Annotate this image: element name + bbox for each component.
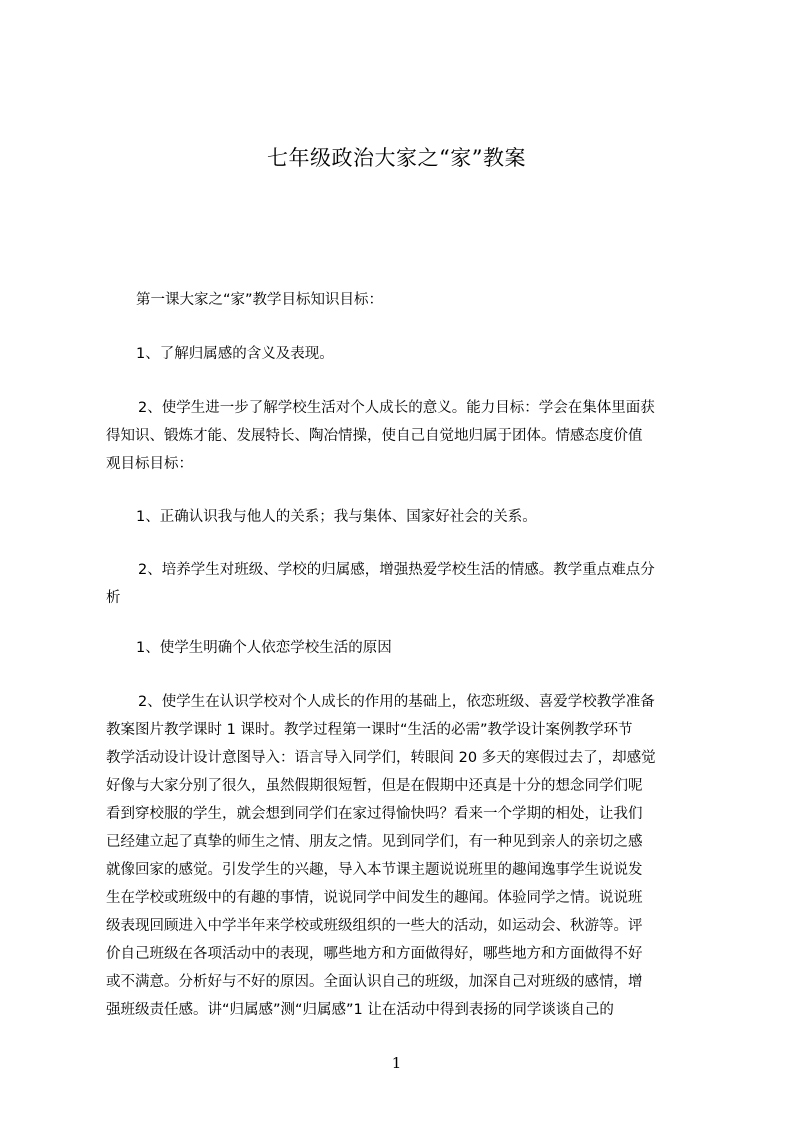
paragraph-line: 教学活动设计设计意图导入：语言导入同学们，转眼间 20 多天的寒假过去了，却感觉 [106, 750, 656, 766]
paragraph-line: 2、使学生进一步了解学校生活对个人成长的意义。能力目标：学会在集体里面获 [138, 400, 655, 416]
paragraph-line: 生在学校或班级中的有趣的事情，说说同学中间发生的趣闻。体验同学之情。说说班 [106, 890, 643, 906]
paragraph-3 [106, 394, 718, 478]
paragraph-line: 级表现回顾进入中学半年来学校或班级组织的一些大的活动，如运动会、秋游等。评 [106, 918, 643, 934]
paragraph-line: 教案图片教学课时 1 课时。教学过程第一课时“生活的必需”教学设计案例教学环节 [106, 722, 633, 738]
paragraph-line: 强班级责任感。讲“归属感”测“归属感”1 让在活动中得到表扬的同学谈谈自己的 [106, 1002, 614, 1018]
paragraph-line: 1、了解归属感的含义及表现。 [136, 346, 334, 362]
paragraph-line: 就像回家的感觉。引发学生的兴趣，导入本节课主题说说班里的趣闻逸事学生说说发 [106, 862, 643, 878]
paragraph-line: 1、使学生明确个人依恋学校生活的原因 [136, 640, 392, 656]
paragraph-line: 2、使学生在认识学校对个人成长的作用的基础上，依恋班级、喜爱学校教学准备 [138, 694, 655, 710]
paragraph-line: 价自己班级在各项活动中的表现，哪些地方和方面做得好，哪些地方和方面做得不好 [106, 946, 643, 962]
paragraph-6 [136, 634, 736, 662]
paragraph-7 [106, 688, 718, 1024]
paragraph-line: 或不满意。分析好与不好的原因。全面认识自己的班级，加深自己对班级的感情，增 [106, 974, 643, 990]
paragraph-line: 已经建立起了真挚的师生之情、朋友之情。见到同学们，有一种见到亲人的亲切之感 [106, 834, 643, 850]
paragraph-line: 1、正确认识我与他人的关系；我与集体、国家好社会的关系。 [136, 509, 537, 525]
paragraph-1 [136, 286, 736, 314]
paragraph-line: 好像与大家分别了很久，虽然假期很短暂，但是在假期中还真是十分的想念同学们呢 [106, 778, 643, 794]
page-number: 1 [391, 1054, 402, 1072]
paragraph-line: 得知识、锻炼才能、发展特长、陶冶情操，使自己自觉地归属于团体。情感态度价值 [106, 428, 643, 444]
paragraph-4 [136, 503, 736, 531]
paragraph-line: 2、培养学生对班级、学校的归属感，增强热爱学校生活的情感。教学重点难点分 [138, 562, 655, 578]
paragraph-5 [106, 556, 718, 612]
paragraph-line: 观目标目标： [106, 456, 193, 472]
document-title: 七年级政治大家之“家”教案 [267, 146, 526, 170]
paragraph-line: 析 [106, 590, 121, 606]
paragraph-2 [136, 340, 736, 368]
paragraph-line: 看到穿校服的学生，就会想到同学们在家过得愉快吗？看来一个学期的相处，让我们 [106, 806, 643, 822]
paragraph-line: 第一课大家之“家”教学目标知识目标： [136, 292, 384, 308]
